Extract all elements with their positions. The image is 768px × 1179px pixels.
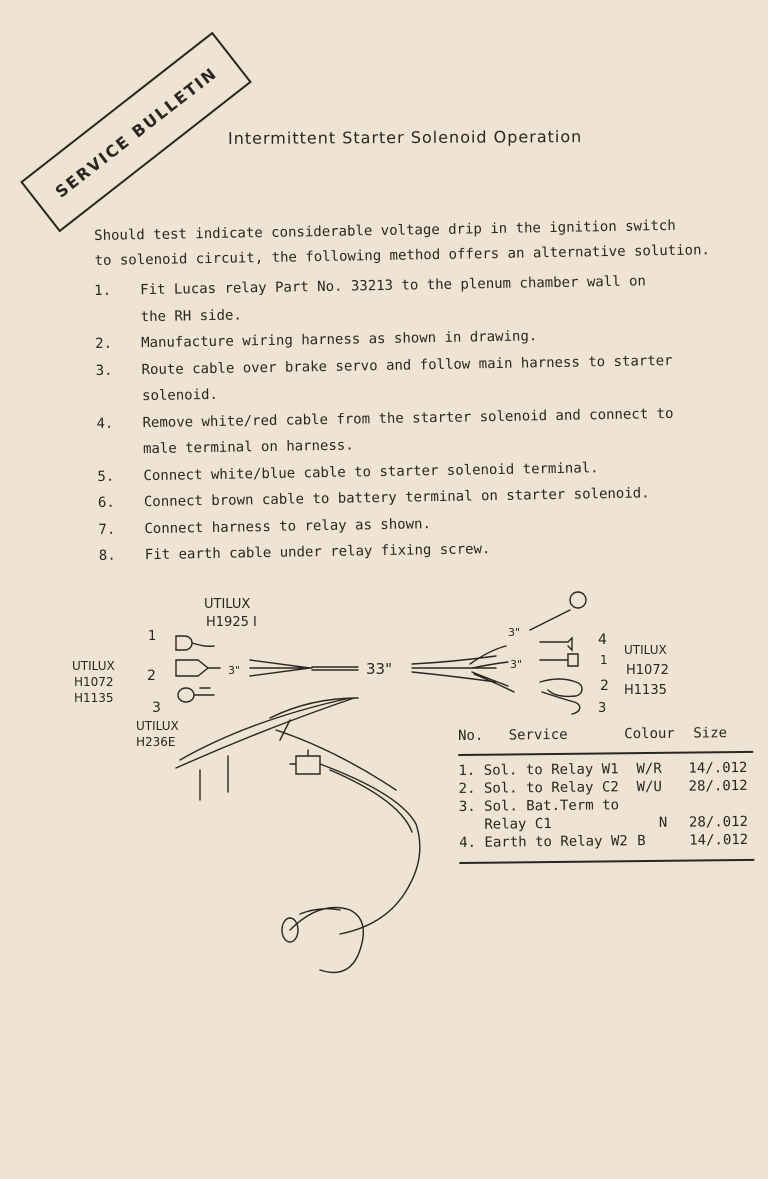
cell-colour: B	[637, 833, 646, 850]
step-line: solenoid.	[141, 386, 219, 405]
connector-2-icon	[176, 660, 220, 676]
step-number: 1.	[94, 282, 112, 299]
cell-colour: W/R	[636, 760, 662, 778]
cell-colour: W/U	[636, 778, 663, 796]
utilux-right-label: UTILUX	[624, 643, 667, 657]
part-left-2: H1135	[74, 691, 114, 705]
cell-size: 28/.012	[688, 777, 748, 795]
step-line: Connect brown cable to battery terminal on starter solenoid.	[143, 485, 650, 511]
step-line: Route cable over brake servo and follow main harness to starter	[141, 352, 673, 378]
connector-3-icon	[178, 688, 214, 702]
cell-colour	[637, 796, 689, 815]
utilux-top-label: UTILUX	[204, 597, 251, 612]
relay-icon	[290, 750, 320, 774]
page-title: Intermittent Starter Solenoid Operation	[227, 127, 583, 148]
step-line: male terminal on harness.	[142, 437, 354, 458]
header-service: No. Service	[458, 726, 568, 744]
step-line: Connect harness to relay as shown.	[144, 515, 432, 537]
label-r1: 1	[600, 653, 608, 667]
cell-service: Relay C1	[458, 816, 552, 833]
label-2: 2	[147, 668, 156, 684]
table-row	[459, 831, 754, 852]
length-main: 33"	[366, 660, 392, 678]
connector-1-icon	[176, 636, 214, 650]
connector-r4-icon	[540, 638, 572, 650]
part-left-1: H1072	[74, 675, 114, 689]
table-rule	[458, 751, 753, 756]
step-line: Fit earth cable under relay fixing screw.	[144, 541, 491, 564]
label-1: 1	[148, 629, 157, 644]
step-line: Manufacture wiring harness as shown in drawing.	[141, 328, 538, 352]
utilux-left-label: UTILUX	[72, 659, 115, 673]
label-r4: 4	[598, 632, 607, 648]
cell-service: 1. Sol. to Relay W1	[458, 761, 619, 779]
step-number: 5.	[97, 468, 115, 485]
cell-service: 3. Sol. Bat.Term to	[458, 797, 620, 815]
step-line: Fit Lucas relay Part No. 33213 to the plenum chamber wall on	[140, 273, 647, 299]
table-header	[458, 725, 753, 750]
cell-size: 14/.012	[689, 831, 749, 849]
step-line: the RH side.	[140, 306, 242, 325]
label-r2: 2	[600, 678, 609, 694]
intro-line: Should test indicate considerable voltage drip in the ignition switch	[94, 217, 676, 244]
utilux-bottom-label: UTILUX	[136, 719, 179, 733]
cell-size	[689, 795, 753, 814]
step-number: 4.	[96, 415, 114, 432]
step-number: 3.	[95, 362, 113, 379]
bulkhead-line	[176, 698, 354, 800]
solenoid-icon	[282, 908, 363, 973]
cell-colour: N	[658, 814, 668, 831]
cell-size: 28/.012	[688, 813, 749, 831]
fan-split	[470, 646, 514, 692]
step-number: 6.	[97, 494, 115, 511]
wiring-table	[458, 725, 754, 870]
length-left: 3"	[228, 664, 241, 677]
step-number: 2.	[95, 335, 113, 352]
label-3: 3	[152, 700, 161, 716]
part-top-label: H1925 I	[206, 615, 257, 630]
header-size: Size	[693, 725, 728, 742]
cell-size: 14/.012	[688, 759, 748, 777]
step-number: 7.	[98, 521, 116, 538]
step-number: 8.	[98, 547, 116, 564]
length-right-a: 3"	[508, 626, 521, 639]
servo-outline	[270, 698, 396, 790]
intro-line: to solenoid circuit, the following method offers an alternative solution.	[94, 242, 710, 269]
part-right-2: H1135	[624, 683, 667, 698]
part-bottom-label: H236E	[136, 735, 176, 749]
step-line: Connect white/blue cable to starter solenoid terminal.	[143, 459, 599, 484]
step-line: Remove white/red cable from the starter solenoid and connect to	[142, 405, 674, 431]
stamp-text: SERVICE BULLETIN	[51, 62, 221, 202]
length-right-b: 3"	[510, 658, 523, 671]
main-cable	[312, 667, 358, 670]
label-r3: 3	[598, 701, 607, 716]
part-right-1: H1072	[626, 663, 669, 678]
connector-r1-icon	[540, 654, 578, 666]
table-rule	[459, 859, 754, 864]
cell-service: 4. Earth to Relay W2	[459, 833, 628, 851]
cell-service: 2. Sol. to Relay C2	[458, 779, 619, 797]
connector-r-eye-icon	[530, 592, 586, 630]
harness-left-fan	[250, 660, 312, 676]
header-colour: Colour	[624, 725, 675, 743]
